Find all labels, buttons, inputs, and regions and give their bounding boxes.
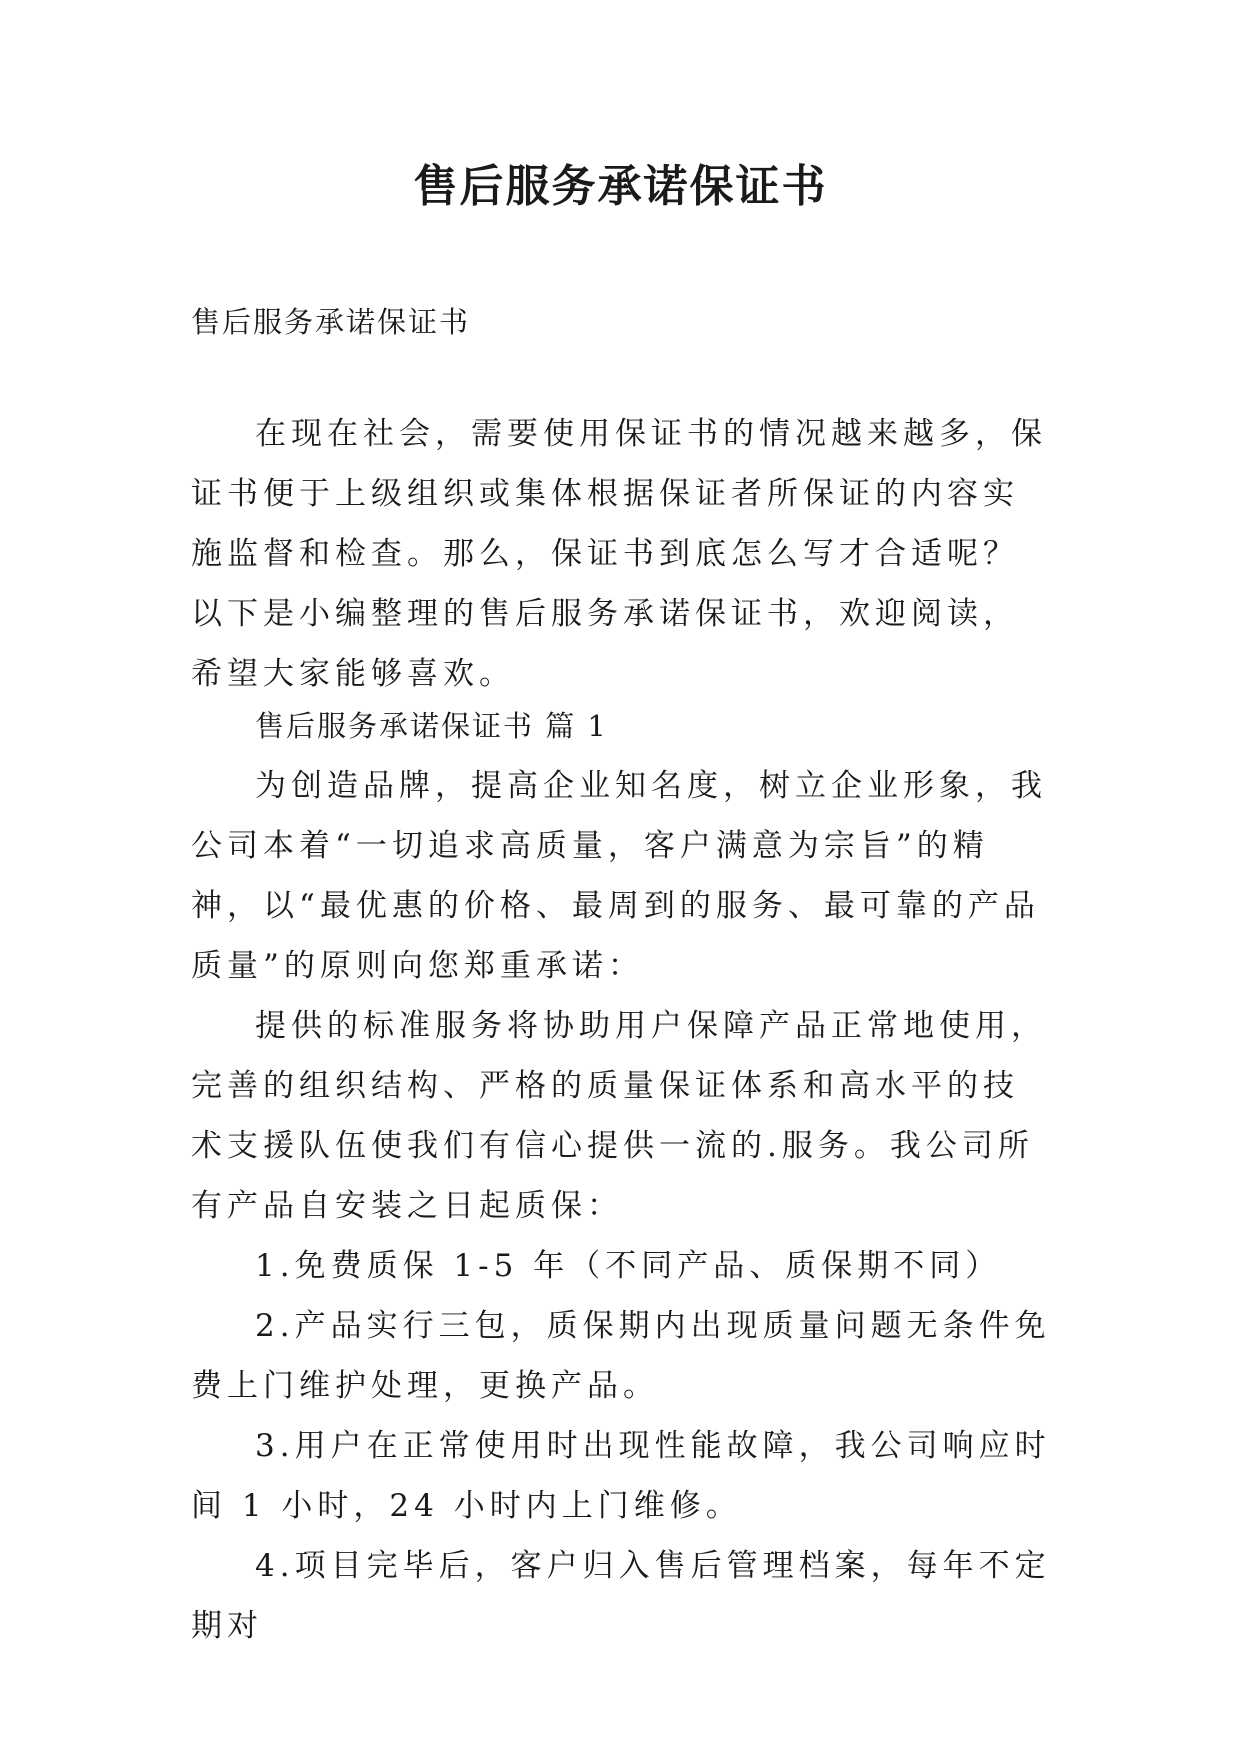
list-item: 4.项目完毕后，客户归入售后管理档案，每年不定期对: [191, 1548, 1051, 1644]
list-item: 1.免费质保 1-5 年（不同产品、质保期不同）: [255, 1248, 1002, 1284]
body-paragraph: 为创造品牌，提高企业知名度，树立企业形象，我公司本着“一切追求高质量，客户满意为宗旨”的精神，以“最优惠的价格、最周到的服务、最可靠的产品质量”的原则向您郑重承诺：: [191, 768, 1047, 984]
section-heading: 售后服务承诺保证书 篇 1: [255, 709, 608, 743]
list-item: 3.用户在正常使用时出现性能故障，我公司响应时间 1 小时，24 小时内上门维修。: [191, 1428, 1051, 1524]
intro-paragraph: 在现在社会，需要使用保证书的情况越来越多，保证书便于上级组织或集体根据保证者所保证的内容实施监督和检查。那么，保证书到底怎么写才合适呢？以下是小编整理的售后服务承诺保证书，欢迎阅读，希望大家能够喜欢。: [191, 416, 1047, 692]
body-paragraph: 提供的标准服务将协助用户保障产品正常地使用，完善的组织结构、严格的质量保证体系和高水平的技术支援队伍使我们有信心提供一流的.服务。我公司所有产品自安装之日起质保：: [191, 1008, 1047, 1224]
section-1: [191, 696, 1051, 1656]
intro-section: [191, 404, 1051, 704]
document-subtitle: 售后服务承诺保证书: [191, 305, 471, 339]
document-title: 售后服务承诺保证书: [413, 161, 828, 212]
list-item: 2.产品实行三包，质保期内出现质量问题无条件免费上门维护处理，更换产品。: [191, 1308, 1051, 1404]
